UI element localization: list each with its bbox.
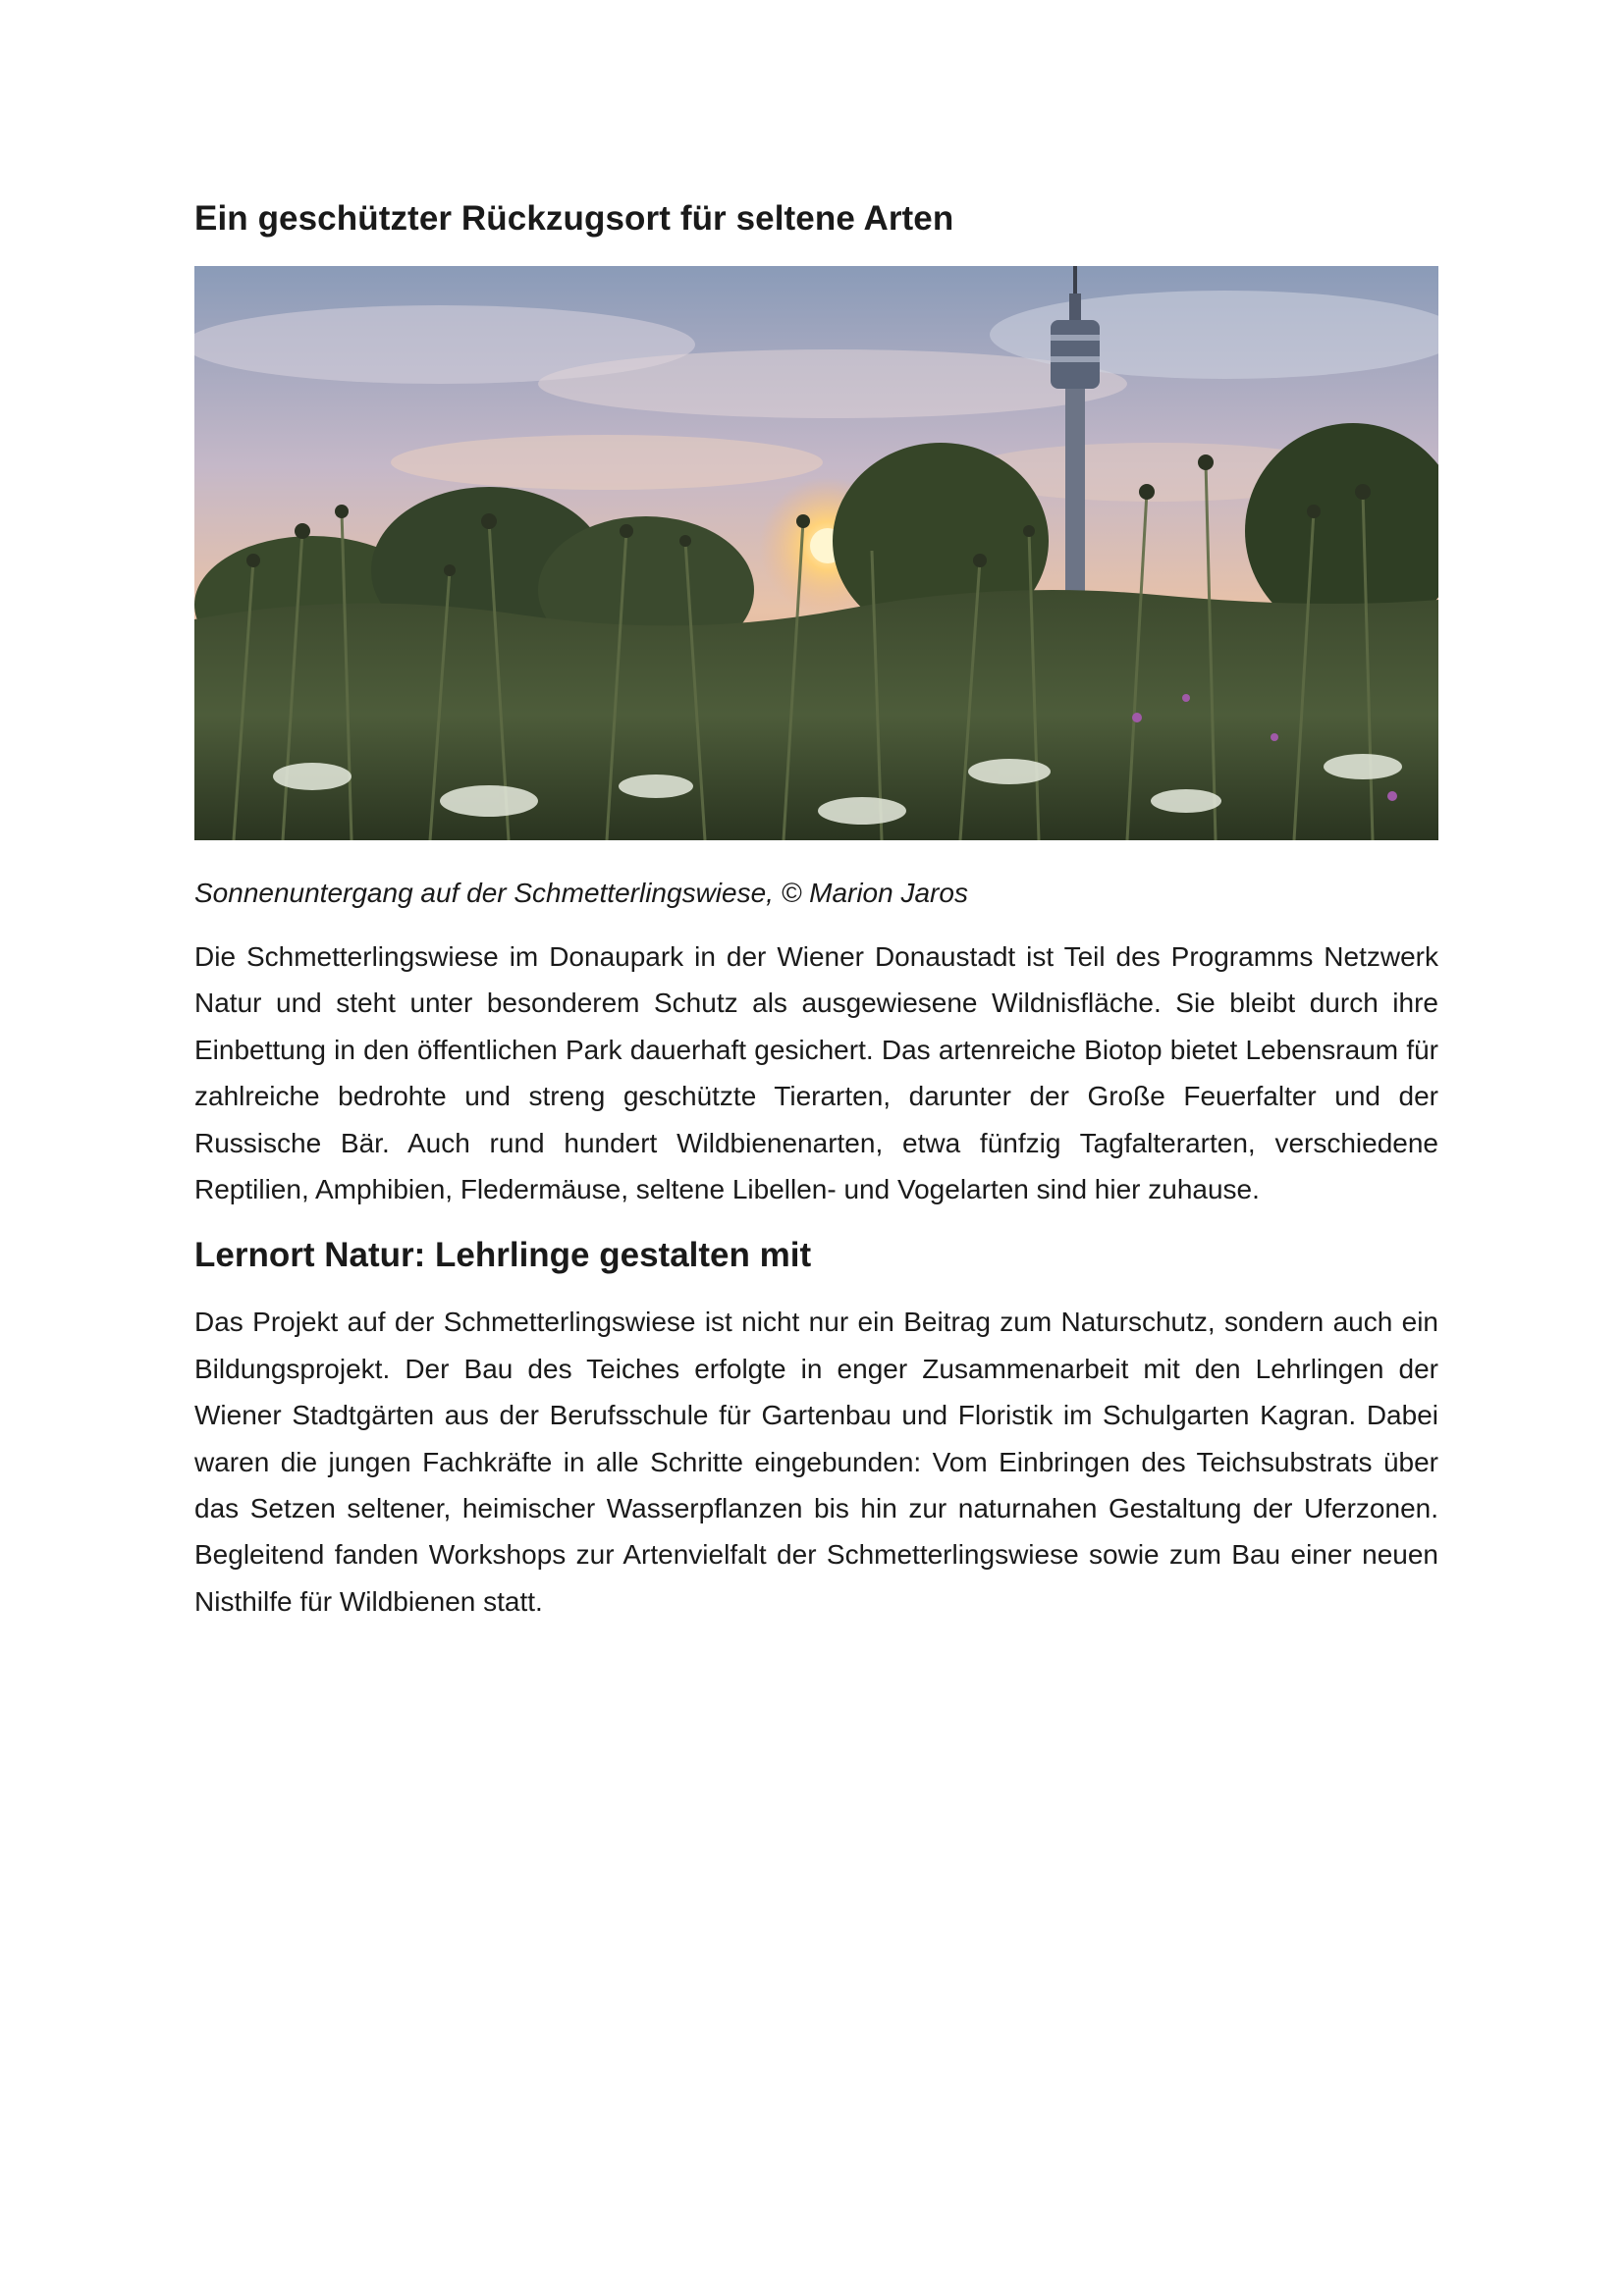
section-heading-refuge: Ein geschützter Rückzugsort für seltene Arten bbox=[194, 199, 954, 238]
document-page bbox=[194, 191, 1438, 1640]
image-caption: Sonnenuntergang auf der Schmetterlingswiese, © Marion Jaros bbox=[194, 878, 968, 908]
paragraph-refuge: Die Schmetterlingswiese im Donaupark in der Wiener Donaustadt ist Teil des Programms Netzwerk Natur und steht unter besonderem Schutz als ausgewiesene Wildnisfläche. Sie bleibt durch ihre Einbettung in den öffentlichen Park dauerhaft gesichert. Das artenreiche Biotop bietet Lebensraum für zahlreiche bedrohte und streng geschützte Tierarten, darunter der Große Feuerfalter und der Russische Bär. Auch rund hundert Wildbienenarten, etwa fünfzig Tagfalterarten, verschiedene Reptilien, Amphibien, Fledermäuse, seltene Libellen- und Vogelarten sind hier zuhause. bbox=[194, 941, 1438, 1205]
paragraph-learning: Das Projekt auf der Schmetterlingswiese ist nicht nur ein Beitrag zum Naturschutz, sondern auch ein Bildungsprojekt. Der Bau des Teiches erfolgte in enger Zusammenarbeit mit den Lehrlingen der Wiener Stadtgärten aus der Berufsschule für Gartenbau und Floristik im Schulgarten Kagran. Dabei waren die jungen Fachkräfte in alle Schritte eingebunden: Vom Einbringen des Teichsubstrats über das Setzen seltener, heimischer Wasserpflanzen bis hin zur naturnahen Gestaltung der Uferzonen. Begleitend fanden Workshops zur Artenvielfalt der Schmetterlingswiese sowie zum Bau einer neuen Nisthilfe für Wildbienen statt. bbox=[194, 1307, 1438, 1617]
section-heading-learning: Lernort Natur: Lehrlinge gestalten mit bbox=[194, 1236, 812, 1275]
meadow-sunset-photo bbox=[194, 266, 1438, 840]
